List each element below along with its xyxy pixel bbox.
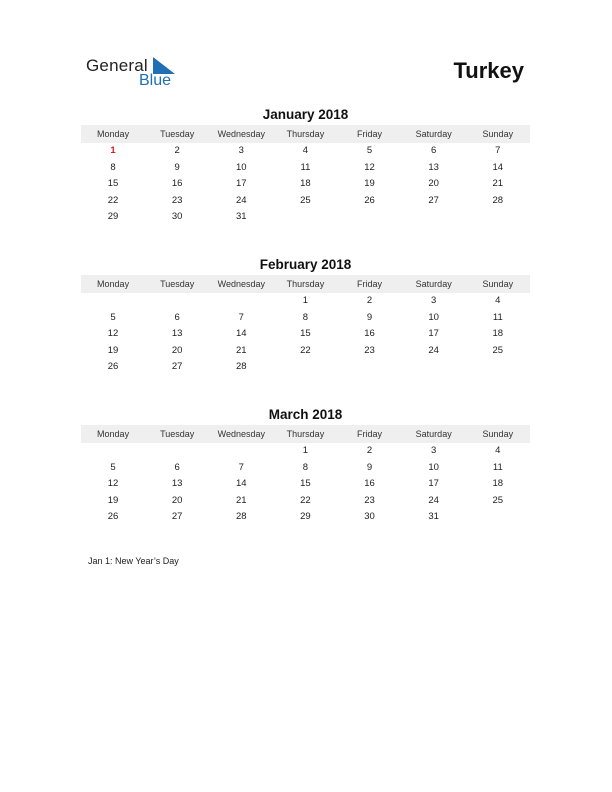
day-cell: 20: [428, 178, 439, 190]
weekday-label: Friday: [357, 279, 383, 289]
empty-day-cell: [402, 359, 466, 376]
day-cell: 14: [236, 478, 247, 490]
holiday-note: Jan 1: New Year’s Day: [88, 556, 179, 566]
week-row: [81, 293, 530, 310]
day-cell: 8: [302, 461, 309, 473]
empty-day-cell: [209, 443, 273, 460]
day-cell: 1: [110, 145, 116, 156]
day-cell: 18: [300, 178, 311, 190]
day-cell: 30: [364, 511, 375, 523]
day-cell: 15: [300, 478, 311, 490]
week-row: [81, 476, 530, 493]
empty-day-cell: [466, 509, 530, 526]
day-cell: 19: [107, 494, 119, 506]
day-cell: 19: [107, 344, 119, 356]
day-cell: 15: [300, 328, 311, 340]
day-cell: 17: [236, 178, 247, 190]
day-cell: 27: [428, 194, 439, 206]
day-cell: 4: [302, 145, 309, 156]
day-cell: 12: [364, 161, 375, 173]
week-row: [81, 176, 530, 193]
day-cell: 13: [171, 478, 183, 490]
day-cell: 2: [366, 445, 373, 456]
empty-day-cell: [209, 293, 273, 310]
weekday-label: Thursday: [286, 129, 325, 139]
day-cell: 18: [492, 478, 504, 490]
week-row: [81, 326, 530, 343]
day-cell: 12: [107, 478, 119, 490]
week-row: [81, 460, 530, 477]
weekday-label: Friday: [357, 129, 383, 139]
day-cell: 6: [174, 461, 180, 473]
empty-day-cell: [145, 443, 209, 460]
day-cell: 21: [236, 494, 247, 506]
day-cell: 15: [107, 178, 119, 190]
day-cell: 22: [300, 344, 311, 356]
day-cell: 7: [495, 145, 501, 156]
day-cell: 16: [171, 178, 183, 190]
weekday-label: Wednesday: [217, 429, 265, 439]
day-cell: 18: [492, 328, 504, 340]
day-cell: 29: [300, 511, 311, 523]
month-title: January 2018: [262, 107, 349, 122]
month-february: [81, 256, 530, 376]
day-cell: 1: [302, 445, 309, 456]
day-cell: 22: [107, 194, 119, 206]
day-cell: 24: [428, 344, 439, 356]
day-cell: 31: [236, 211, 247, 223]
weekday-label: Thursday: [286, 279, 325, 289]
day-cell: 26: [364, 194, 375, 206]
day-cell: 16: [364, 328, 375, 340]
day-cell: 7: [238, 311, 244, 323]
weekday-label: Saturday: [415, 129, 452, 139]
weekday-label: Tuesday: [160, 129, 195, 139]
day-cell: 31: [428, 511, 439, 523]
day-cell: 24: [236, 194, 247, 206]
logo-text-general: General: [86, 56, 148, 75]
week-row: [81, 209, 530, 226]
day-cell: 11: [300, 161, 311, 173]
logo-text-blue: Blue: [139, 72, 172, 89]
day-cell: 7: [238, 461, 244, 473]
day-cell: 29: [107, 211, 119, 223]
empty-day-cell: [402, 209, 466, 226]
day-cell: 5: [366, 145, 373, 156]
country-title: Turkey: [453, 58, 524, 83]
day-cell: 10: [428, 311, 439, 323]
empty-day-cell: [81, 293, 145, 310]
weekday-label: Sunday: [482, 429, 514, 439]
day-cell: 9: [366, 311, 373, 323]
day-cell: 28: [236, 361, 247, 373]
week-row: [81, 443, 530, 460]
week-row: [81, 359, 530, 376]
weekday-label: Tuesday: [160, 429, 195, 439]
day-cell: 9: [174, 161, 180, 173]
day-cell: 8: [302, 311, 309, 323]
day-cell: 22: [300, 494, 311, 506]
weekday-label: Wednesday: [217, 279, 265, 289]
day-cell: 13: [428, 161, 439, 173]
day-cell: 1: [302, 295, 309, 306]
weekday-header: [81, 425, 530, 443]
day-cell: 14: [492, 161, 504, 173]
empty-day-cell: [273, 359, 337, 376]
day-cell: 14: [236, 328, 247, 340]
weekday-label: Saturday: [415, 429, 452, 439]
day-cell: 27: [171, 361, 183, 373]
day-cell: 28: [236, 511, 247, 523]
day-cell: 4: [495, 295, 501, 306]
empty-day-cell: [273, 209, 337, 226]
week-row: [81, 160, 530, 177]
weekday-label: Monday: [97, 129, 130, 139]
empty-day-cell: [466, 209, 530, 226]
day-cell: 9: [366, 461, 373, 473]
day-cell: 3: [431, 445, 437, 456]
week-row: [81, 343, 530, 360]
day-cell: 11: [492, 461, 503, 473]
weekday-label: Monday: [97, 429, 130, 439]
weekday-label: Monday: [97, 279, 130, 289]
day-cell: 2: [174, 145, 180, 156]
day-cell: 13: [171, 328, 183, 340]
day-cell: 12: [107, 328, 119, 340]
empty-day-cell: [338, 359, 402, 376]
day-cell: 25: [492, 344, 504, 356]
day-cell: 16: [364, 478, 375, 490]
week-row: [81, 493, 530, 510]
weekday-label: Thursday: [286, 429, 325, 439]
week-row: [81, 310, 530, 327]
day-cell: 5: [110, 311, 116, 323]
day-cell: 3: [238, 145, 244, 156]
day-cell: 5: [110, 461, 116, 473]
day-cell: 25: [492, 494, 504, 506]
day-cell: 24: [428, 494, 439, 506]
day-cell: 11: [492, 311, 503, 323]
day-cell: 23: [364, 344, 375, 356]
day-cell: 10: [428, 461, 439, 473]
day-cell: 6: [174, 311, 180, 323]
day-cell: 20: [171, 494, 183, 506]
day-cell: 25: [300, 194, 311, 206]
month-january: [81, 106, 530, 226]
day-cell: 27: [171, 511, 183, 523]
day-cell: 21: [236, 344, 247, 356]
day-cell: 17: [428, 478, 439, 490]
weekday-header: [81, 125, 530, 143]
day-cell: 28: [492, 194, 504, 206]
weekday-label: Saturday: [415, 279, 452, 289]
day-cell: 19: [364, 178, 375, 190]
day-cell: 6: [431, 145, 437, 156]
empty-day-cell: [145, 293, 209, 310]
day-cell: 30: [171, 211, 183, 223]
weekday-label: Wednesday: [217, 129, 265, 139]
empty-day-cell: [81, 443, 145, 460]
month-title: February 2018: [259, 257, 352, 272]
weekday-label: Sunday: [482, 129, 514, 139]
day-cell: 2: [366, 295, 373, 306]
day-cell: 4: [495, 445, 501, 456]
day-cell: 26: [107, 511, 119, 523]
weekday-label: Sunday: [482, 279, 514, 289]
month-march: [81, 406, 530, 526]
day-cell: 23: [364, 494, 375, 506]
weekday-label: Tuesday: [160, 279, 195, 289]
weekday-header: [81, 275, 530, 293]
day-cell: 26: [107, 361, 119, 373]
generalblue-logo: [86, 56, 186, 92]
holiday-notes: [88, 556, 179, 566]
weekday-label: Friday: [357, 429, 383, 439]
day-cell: 8: [110, 161, 116, 173]
day-cell: 21: [492, 178, 504, 190]
day-cell: 20: [171, 344, 183, 356]
empty-day-cell: [338, 209, 402, 226]
week-row: [81, 509, 530, 526]
week-row: [81, 143, 530, 160]
empty-day-cell: [466, 359, 530, 376]
day-cell: 17: [428, 328, 439, 340]
day-cell: 23: [171, 194, 183, 206]
day-cell: 10: [236, 161, 247, 173]
month-title: March 2018: [268, 407, 343, 422]
day-cell: 3: [431, 295, 437, 306]
week-row: [81, 193, 530, 210]
